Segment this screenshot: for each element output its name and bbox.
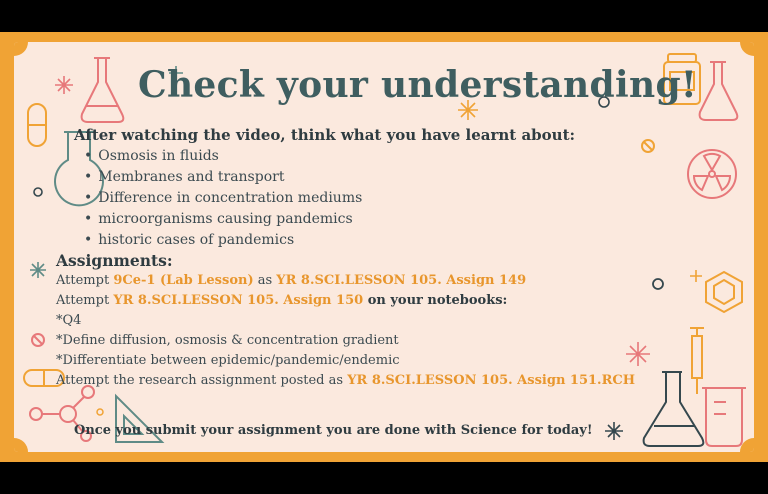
syringe-icon	[690, 328, 704, 394]
assignment-text: Attempt	[56, 273, 114, 288]
list-item: • Membranes and transport	[84, 169, 284, 185]
assignment-line	[56, 293, 507, 308]
list-item: • microorganisms causing pandemics	[84, 211, 353, 227]
radiation-icon	[688, 150, 736, 198]
assignment-line	[56, 273, 526, 288]
ring-icon	[34, 188, 42, 196]
intro-text: After watching the video, think what you have learnt about:	[74, 126, 576, 144]
assignment-line	[56, 373, 635, 388]
assignment-code: YR 8.SCI.LESSON 105. Assign 150	[113, 293, 368, 308]
closing-text: Once you submit your assignment you are done with Science for today!	[74, 423, 593, 438]
assignment-line: *Define diffusion, osmosis & concentration gradient	[56, 333, 399, 348]
plus-icon	[690, 270, 702, 282]
forbidden-icon	[642, 140, 654, 152]
slide-frame	[0, 32, 768, 462]
list-item: • Osmosis in fluids	[84, 148, 219, 164]
sparkle-icon	[626, 342, 650, 366]
sparkle-icon	[605, 422, 623, 440]
list-item: • Difference in concentration mediums	[84, 190, 362, 206]
list-item: • historic cases of pandemics	[84, 232, 294, 248]
assignment-code: 9Ce-1 (Lab Lesson)	[113, 273, 254, 288]
beaker-icon	[702, 388, 746, 446]
assignment-text: Attempt	[56, 293, 114, 308]
assignments-heading: Assignments:	[56, 251, 173, 270]
flask-icon	[82, 58, 124, 122]
assignment-code: YR 8.SCI.LESSON 105. Assign 151.RCH	[347, 373, 636, 388]
ring-icon	[97, 409, 103, 415]
flask-icon	[644, 372, 704, 446]
flask-icon	[700, 62, 738, 120]
assignment-code: YR 8.SCI.LESSON 105. Assign 149	[276, 273, 527, 288]
hexagon-icon	[706, 272, 742, 312]
forbidden-icon	[32, 334, 44, 346]
assignment-line: *Differentiate between epidemic/pandemic/endemic	[56, 353, 400, 368]
assignment-text: Attempt the research assignment posted as	[56, 373, 348, 388]
slide-card	[14, 42, 754, 452]
assignment-line: *Q4	[56, 313, 82, 328]
assignment-text: as	[253, 273, 277, 288]
ring-icon	[653, 279, 663, 289]
sparkle-icon	[55, 76, 73, 94]
assignment-text: on your notebooks:	[367, 293, 508, 308]
page-title: Check your understanding!	[138, 64, 698, 106]
sparkle-icon	[30, 262, 46, 278]
